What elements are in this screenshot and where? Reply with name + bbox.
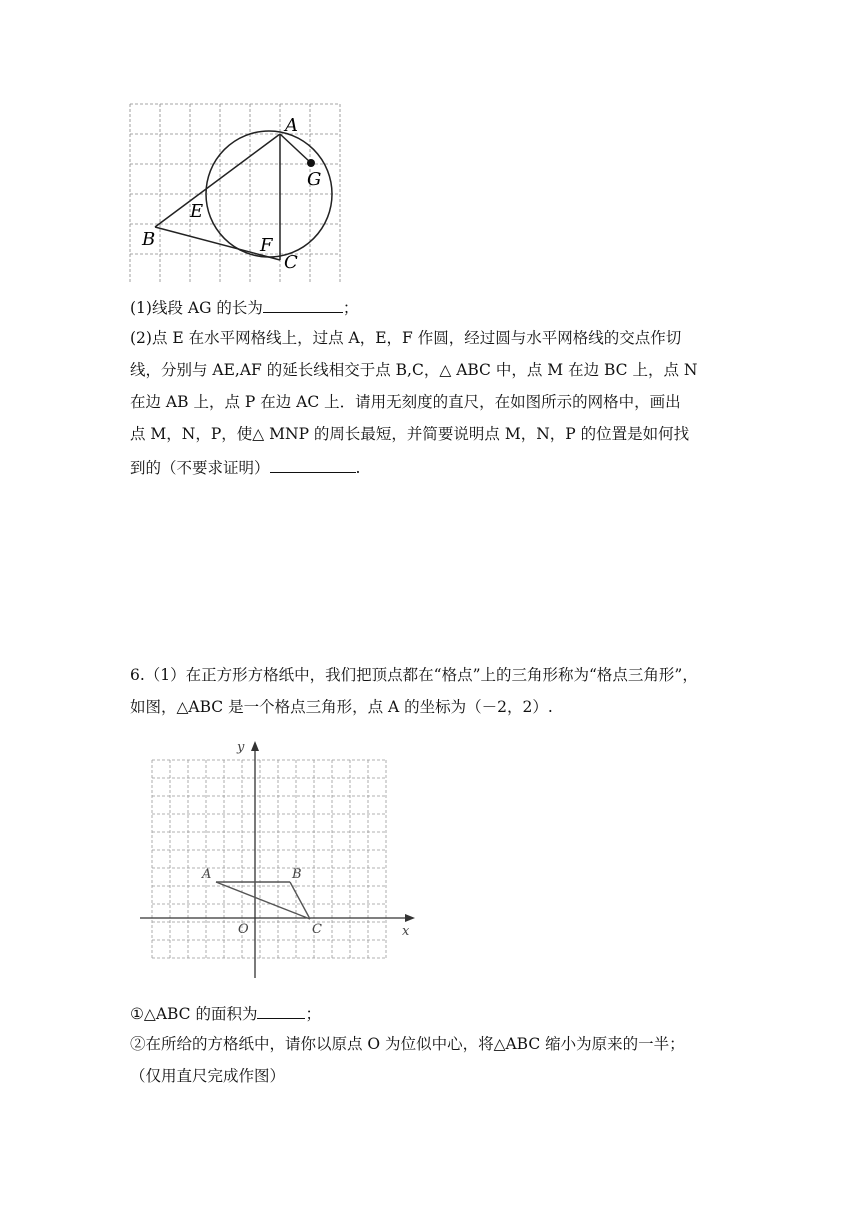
answer-blank[interactable] [257, 1002, 305, 1019]
q5-part2-line2: 线，分别与 AE,AF 的延长线相交于点 B,C，△ ABC 中，点 M 在边 BC 上，点 N [130, 361, 698, 379]
label-c: C [312, 922, 322, 937]
q5-part1: (1)线段 AG 的长为 ； [130, 296, 358, 318]
grid [130, 104, 340, 282]
answer-blank[interactable] [270, 456, 356, 473]
label-y: y [237, 740, 245, 755]
q6-sub2-line1: ②在所给的方格纸中，请你以原点 O 为位似中心，将△ABC 缩小为原来的一半； [130, 1035, 685, 1053]
circle-grid-figure [125, 100, 350, 282]
label-c: C [284, 252, 298, 273]
answer-blank[interactable] [263, 296, 343, 313]
q5-part1-text: (1)线段 AG 的长为 [130, 299, 263, 317]
label-f: F [260, 235, 273, 256]
label-e: E [190, 201, 204, 222]
q6-sub2-line2: （仅用直尺完成作图） [130, 1067, 286, 1085]
axes [140, 741, 415, 978]
grid [152, 760, 386, 960]
q6-line2: 如图，△ABC 是一个格点三角形，点 A 的坐标为（－2，2）. [130, 698, 553, 716]
label-b: B [142, 229, 156, 250]
coordinate-grid-figure [130, 735, 425, 985]
q5-part2-line4: 点 M，N，P，使△ MNP 的周长最短，并简要说明点 M，N，P 的位置是如何找 [130, 425, 690, 443]
label-a: A [202, 867, 212, 882]
label-a: A [285, 115, 298, 136]
q5-part2-line5: 到的（不要求证明） . [130, 456, 360, 478]
label-b: B [292, 867, 302, 882]
q5-part2-line1: (2)点 E 在水平网格线上，过点 A，E，F 作圆，经过圆与水平网格线的交点作切 [130, 329, 682, 347]
q5-part2-line3: 在边 AB 上，点 P 在边 AC 上．请用无刻度的直尺，在如图所示的网格中，画出 [130, 393, 681, 411]
label-o: O [238, 922, 249, 937]
point-g [307, 159, 315, 167]
segment-ag [280, 134, 311, 163]
label-g: G [307, 169, 322, 190]
q6-sub1: ①△ABC 的面积为 ； [130, 1002, 321, 1024]
q6-line1: 6.（1）在正方形方格纸中，我们把顶点都在“格点”上的三角形称为“格点三角形”， [130, 666, 698, 684]
label-x: x [402, 924, 410, 939]
